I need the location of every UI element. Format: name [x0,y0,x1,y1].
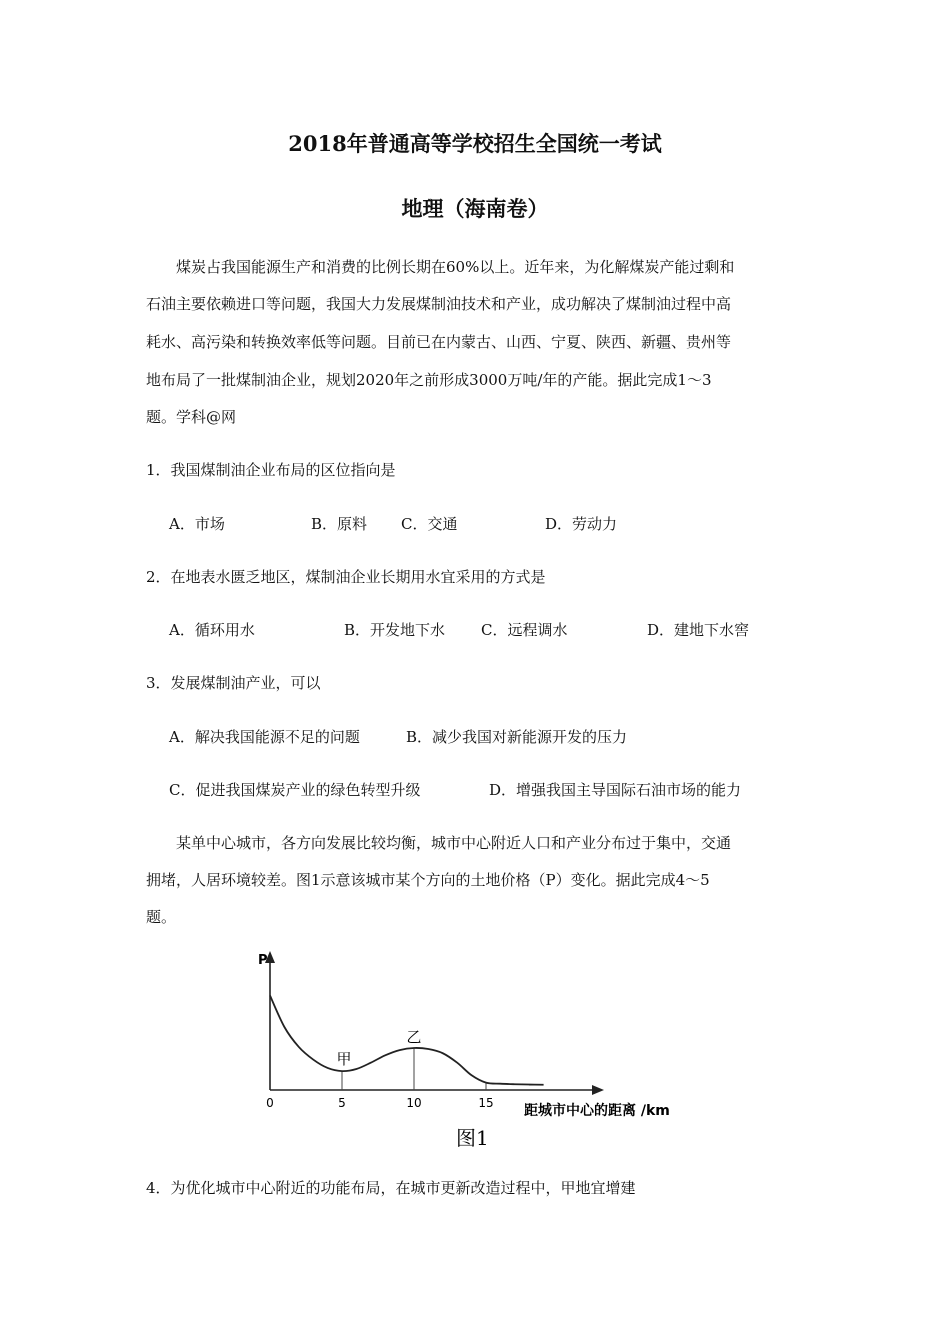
question-4-stem: 4．为优化城市中心附近的功能布局，在城市更新改造过程中，甲地宜增建 [146,1179,636,1197]
point-annotation: 乙 [406,1028,422,1046]
option-c: C．促进我国煤炭产业的绿色转型升级 [169,781,421,799]
passage-1-line: 煤炭占我国能源生产和消费的比例长期在60%以上。近年来，为化解煤炭产能过剩和 [176,258,735,276]
question-stem: 1．我国煤制油企业布局的区位指向是 [146,461,396,479]
x-tick-label: 15 [478,1096,494,1110]
option-a: A．市场 [169,515,225,533]
option-d: D．劳动力 [545,515,618,533]
option-b: B．原料 [311,515,368,533]
question-stem: 2．在地表水匮乏地区，煤制油企业长期用水宜采用的方式是 [146,568,546,586]
option-d: D．建地下水窖 [647,621,750,639]
passage-2-line: 题。 [146,908,177,926]
question-stem: 3．发展煤制油产业，可以 [146,674,321,692]
option-c: C．交通 [401,515,458,533]
option-b: B．减少我国对新能源开发的压力 [406,728,628,746]
passage-1-line: 耗水、高污染和转换效率低等问题。目前已在内蒙古、山西、宁夏、陕西、新疆、贵州等 [146,333,732,351]
x-tick-label: 0 [266,1096,274,1110]
figure-caption: 图1 [456,1126,489,1150]
option-a: A．循环用水 [169,621,255,639]
passage-2-line: 某单中心城市，各方向发展比较均衡，城市中心附近人口和产业分布过于集中，交通 [176,834,732,852]
passage-2-line: 拥堵，人居环境较差。图1示意该城市某个方向的土地价格（P）变化。据此完成4～5 [146,871,710,889]
land-price-chart [230,945,710,1155]
option-b: B．开发地下水 [344,621,446,639]
exam-subtitle: 地理（海南卷） [401,196,549,221]
point-annotation: 甲 [336,1050,352,1069]
passage-1-line: 石油主要依赖进口等问题，我国大力发展煤制油技术和产业，成功解决了煤制油过程中高 [146,295,732,313]
passage-1-line: 题。学科@网 [146,408,237,426]
option-a: A．解决我国能源不足的问题 [169,728,360,746]
option-c: C．远程调水 [481,621,568,639]
y-axis-label: P [258,953,268,968]
exam-title: 2018年普通高等学校招生全国统一考试 [288,131,662,156]
x-tick-label: 10 [406,1096,422,1110]
x-axis-arrow [592,1085,604,1095]
option-d: D．增强我国主导国际石油市场的能力 [489,781,742,799]
axes [265,951,604,1095]
x-tick-label: 5 [338,1096,346,1110]
passage-1-line: 地布局了一批煤制油企业，规划2020年之前形成3000万吨/年的产能。据此完成1～3 [146,371,712,389]
x-axis-label: 距城市中心的距离 /km [524,1103,670,1119]
